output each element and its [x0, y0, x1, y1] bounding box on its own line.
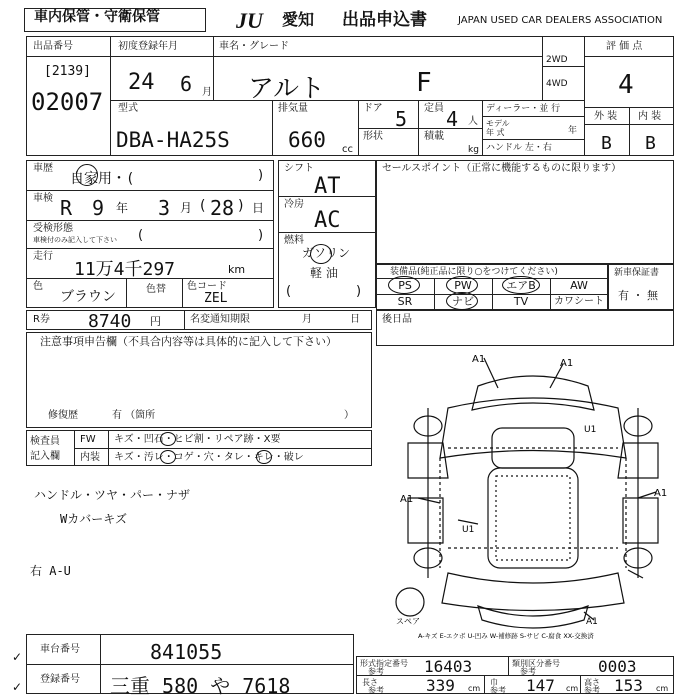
inspector-row1-label: FW	[80, 434, 96, 445]
storage-title: 車内保管・守衛保管	[34, 9, 160, 25]
diagram-mark-2: A1	[560, 358, 574, 369]
dealer-label: ディーラー・並 行	[486, 104, 561, 114]
height: 153	[614, 676, 643, 695]
height-ref: 参考	[584, 686, 600, 695]
equip-navi: ナビ	[452, 295, 474, 308]
displacement: 660	[288, 128, 326, 152]
post-items-box	[376, 310, 674, 346]
reg-month-unit: 月	[202, 87, 212, 98]
diagram-legend: A-キズ E-エクボ U-凹み W-補修跡 S-サビ C-腐食 XX-交換済	[418, 632, 594, 640]
width-unit: cm	[566, 684, 579, 693]
fuel-label: 燃料	[284, 235, 304, 246]
height-unit: cm	[656, 684, 669, 693]
car-name: アルト	[248, 74, 325, 104]
interior-label: 内 装	[638, 111, 662, 122]
first-reg-label: 初度登録年月	[118, 41, 178, 52]
doors-label: ドア	[363, 103, 383, 114]
plate-label: 登録番号	[40, 674, 80, 685]
margin-check-2: ✓	[12, 680, 23, 694]
ac: AC	[314, 208, 341, 233]
load-label: 積載	[424, 131, 444, 142]
history-circle	[76, 164, 98, 186]
inspector-circle-1	[160, 432, 176, 446]
inspection-day: 28	[210, 196, 235, 220]
receipt-paren-close: )	[258, 228, 264, 243]
car-damage-diagram	[388, 348, 678, 644]
inspector-row1-items: キズ・凹石・ヒビ割・リペア跡・X要	[114, 434, 281, 445]
tax-amount: 8740	[88, 311, 132, 332]
form-title: 出品申込書	[342, 10, 427, 30]
equipment-label: 装備品(純正品に限り○をつけてください)	[390, 267, 558, 277]
sales-points-label: セールスポイント（正常に機能するものに限ります）	[382, 163, 622, 174]
repair-value: 有 （箇所	[112, 410, 156, 421]
drive-2wd: 2WD	[546, 55, 568, 65]
doors: 5	[395, 107, 408, 131]
receipt-paren-open: (	[138, 228, 144, 243]
receipt-note: 車検付のみ記入して下さい	[33, 236, 117, 244]
length-ref: 参考	[368, 686, 384, 695]
model-code: DBA-HA25S	[116, 128, 230, 152]
notes-label: 注意事項申告欄（不具合内容等は具体的に記入して下さい）	[40, 335, 337, 348]
width-label: 巾	[490, 678, 498, 687]
vin: 841055	[150, 640, 223, 664]
history-close: )	[258, 168, 264, 183]
length-label: 長さ	[362, 678, 378, 687]
year-unit: 年	[568, 126, 578, 136]
inspection-era: R	[60, 196, 73, 220]
brand-name: 愛知	[282, 10, 315, 29]
interior-score: B	[645, 133, 656, 154]
fuel-gas: ガソリン	[302, 246, 351, 260]
cert-number: 16403	[424, 657, 473, 676]
transfer-month: 月	[302, 314, 312, 325]
plate: 三重 580 や 7618	[110, 674, 291, 698]
inspector-circle-2	[160, 450, 176, 464]
capacity-label: 定員	[424, 103, 444, 114]
inspection-year: 9	[92, 196, 105, 220]
capacity-unit: 人	[468, 116, 478, 127]
handle-label: ハンドル 左・右	[486, 143, 552, 153]
displacement-label: 排気量	[278, 103, 308, 114]
post-items-label: 後日品	[382, 314, 412, 325]
exterior-label: 外 装	[594, 111, 618, 122]
width: 147	[526, 676, 555, 695]
inspector-label: 検査員 記入欄	[30, 436, 60, 462]
receipt-label: 受検形態	[33, 223, 73, 234]
class-number: 0003	[598, 657, 637, 676]
model-year-label: モデル 年 式	[486, 119, 510, 137]
mileage: 11万4千297	[74, 259, 176, 280]
warranty-value: 有 ・ 無	[618, 289, 658, 302]
inspector-row2-label: 内装	[80, 452, 100, 463]
tax-unit: 円	[150, 315, 161, 328]
color-change-label: 色替	[146, 284, 166, 295]
history-value: 自家用・(	[70, 171, 135, 187]
shift-label: シフト	[284, 163, 314, 174]
width-ref: 参考	[490, 686, 506, 695]
mileage-label: 走行	[33, 251, 53, 262]
height-label: 高さ	[584, 678, 600, 687]
color-label: 色	[33, 281, 43, 292]
transfer-day: 日	[350, 314, 360, 325]
color: ブラウン	[60, 289, 116, 305]
inspection-label: 車検	[33, 193, 53, 204]
cert-label: 形式指定番号	[360, 659, 408, 668]
capacity: 4	[446, 107, 459, 131]
class-ref: 参考	[520, 667, 536, 676]
exterior-score: B	[601, 133, 612, 154]
association-name: JAPAN USED CAR DEALERS ASSOCIATION	[458, 15, 663, 26]
equip-airbag: エアB	[506, 279, 536, 292]
sales-points-box	[376, 160, 674, 264]
length: 339	[426, 676, 455, 695]
handwritten-note-2: Wカバーキズ	[60, 512, 127, 526]
inspection-month: 3	[158, 196, 171, 220]
handwritten-note-1: ハンドル・ツヤ・パー・ナザ	[34, 488, 191, 502]
warranty-label: 新車保証書	[614, 268, 660, 278]
cc-unit: cc	[342, 144, 353, 155]
inspection-day-close: )	[238, 198, 244, 214]
reg-month: 6	[180, 72, 193, 96]
inspection-month-unit: 月	[180, 201, 193, 215]
kg-unit: kg	[468, 145, 479, 155]
inspection-day-open: (	[200, 198, 206, 214]
inspector-circle-3	[256, 450, 272, 464]
fuel-circle	[310, 244, 332, 264]
diagram-mark-7: A1	[586, 617, 598, 627]
fuel-paren-close: )	[356, 284, 362, 299]
rating-label: 評 価 点	[606, 41, 643, 52]
diagram-mark-5: U1	[584, 425, 597, 435]
equip-pw: PW	[454, 279, 472, 292]
history-label: 車歴	[33, 163, 53, 174]
car-grade: F	[416, 68, 432, 98]
equip-sr: SR	[397, 295, 413, 308]
transfer-label: 名変通知期限	[190, 314, 250, 325]
equip-tv: TV	[513, 295, 529, 308]
reg-year: 24	[128, 70, 155, 95]
rating-score: 4	[618, 70, 634, 100]
repair-label: 修復歴	[48, 410, 78, 421]
fuel-paren-open: (	[286, 284, 292, 299]
car-name-label: 車名・グレード	[219, 41, 289, 52]
shape-label: 形状	[363, 131, 383, 142]
cert-ref: 参考	[368, 667, 384, 676]
lot-sub-number: [2139]	[44, 64, 91, 79]
diagram-mark-6: A1	[654, 488, 668, 499]
color-code-label: 色コード	[187, 281, 227, 292]
equip-leather: カワシート	[554, 296, 604, 307]
equip-airbag-circle	[502, 276, 540, 294]
vin-label: 車台番号	[40, 644, 80, 655]
lot-label: 出品番号	[33, 41, 73, 52]
inspector-row2-items: キズ・汚レ・コゲ・穴・タレ・キレ・破レ	[114, 452, 304, 463]
model-label: 型式	[118, 103, 138, 114]
equip-ps: PS	[398, 279, 412, 292]
equip-aw: AW	[570, 279, 588, 292]
mileage-unit: km	[228, 263, 246, 276]
ju-logo: JU	[236, 8, 263, 33]
diagram-mark-3: A1	[400, 494, 414, 505]
drive-4wd: 4WD	[546, 79, 568, 89]
repair-close: ）	[344, 410, 354, 421]
class-label: 類別区分番号	[512, 659, 560, 668]
equip-ps-circle	[388, 276, 420, 294]
handwritten-note-3: 右 A-U	[30, 564, 71, 578]
color-code: ZEL	[204, 291, 228, 306]
length-unit: cm	[468, 684, 481, 693]
diagram-mark-4: U1	[462, 525, 475, 535]
margin-check-1: ✓	[12, 650, 23, 664]
fuel-diesel: 軽 油	[310, 266, 338, 280]
tax-label: R券	[33, 314, 50, 325]
lot-number: 02007	[31, 88, 104, 116]
equip-navi-circle	[446, 292, 478, 310]
inspection-day-unit: 日	[252, 201, 265, 215]
shift: AT	[314, 174, 341, 199]
spare-label: スペア	[396, 617, 420, 626]
diagram-mark-1: A1	[472, 354, 486, 365]
ac-label: 冷房	[284, 199, 304, 210]
inspection-year-unit: 年	[116, 201, 129, 215]
